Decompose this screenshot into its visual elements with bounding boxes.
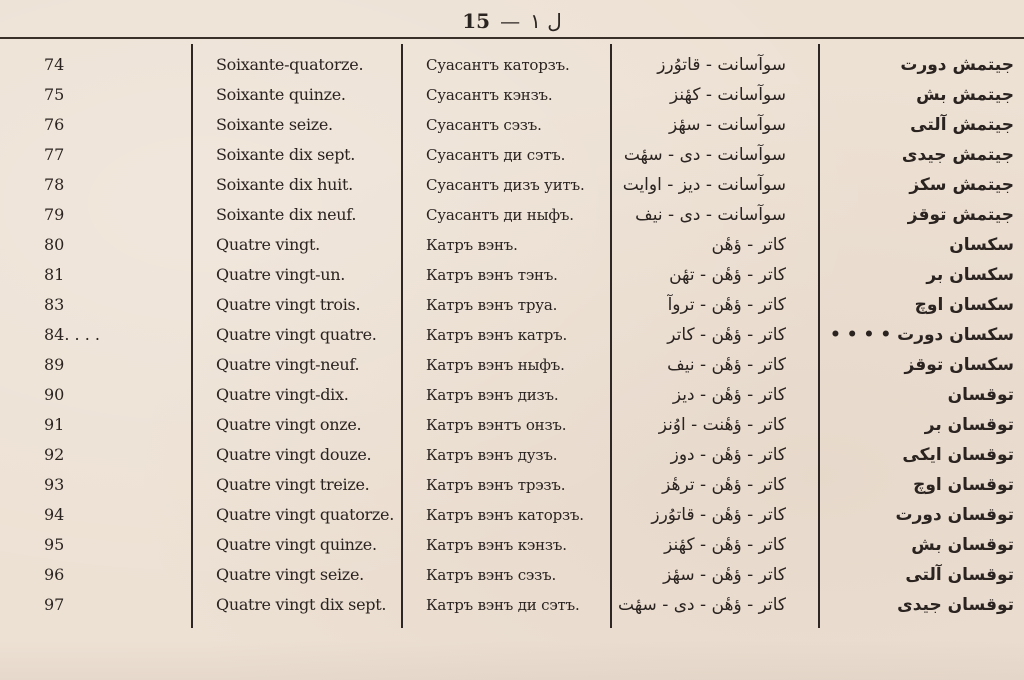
table-row	[0, 200, 1024, 230]
russian-transcription-cell: Катръ вэнъ дузъ.	[426, 446, 558, 464]
number-cell: 91	[44, 415, 65, 434]
ottoman-transcription-cell: كاتر - ؤهٔنت - اوُنز	[658, 415, 786, 435]
turkish-cell: سکسان اوچ	[914, 295, 1014, 315]
french-cell: Soixante dix neuf.	[216, 205, 357, 224]
ottoman-transcription-cell: سوآسانت - كهٔنز	[670, 85, 786, 105]
table-row	[0, 260, 1024, 290]
turkish-cell: جیتمش دورت	[900, 55, 1014, 75]
header-dash: —	[500, 9, 521, 33]
table-row	[0, 530, 1024, 560]
french-cell: Soixante quinze.	[216, 85, 346, 104]
french-cell: Quatre vingt onze.	[216, 415, 362, 434]
table-row	[0, 560, 1024, 590]
ottoman-transcription-cell: كاتر - ؤهٔن - تروآ	[667, 295, 786, 315]
table-row	[0, 80, 1024, 110]
table-row	[0, 410, 1024, 440]
french-cell: Quatre vingt seize.	[216, 565, 364, 584]
table-row	[0, 140, 1024, 170]
header-rule	[0, 37, 1024, 39]
number-cell: 96	[44, 565, 65, 584]
number-cell: 95	[44, 535, 65, 554]
page-header	[0, 6, 1024, 36]
russian-transcription-cell: Катръ вэнъ кэнзъ.	[426, 536, 567, 554]
turkish-cell: توقسان	[947, 385, 1014, 405]
russian-transcription-cell: Катръ вэнъ катръ.	[426, 326, 568, 344]
ottoman-transcription-cell: كاتر - ؤهٔن - دیز	[672, 385, 786, 405]
french-cell: Soixante-quatorze.	[216, 55, 364, 74]
turkish-cell: توقسان ایکی	[902, 445, 1014, 465]
french-cell: Quatre vingt quatre.	[216, 325, 377, 344]
number-cell: 79	[44, 205, 65, 224]
number-cell: 75	[44, 85, 65, 104]
french-cell: Quatre vingt-un.	[216, 265, 346, 284]
russian-transcription-cell: Катръ вэнъ трэзъ.	[426, 476, 566, 494]
number-cell: 93	[44, 475, 65, 494]
number-cell: 84. . . .	[44, 325, 100, 344]
turkish-cell: جیتمش سکز	[909, 175, 1014, 195]
ottoman-transcription-cell: كاتر - ؤهٔن - دوز	[670, 445, 786, 465]
turkish-cell: توقسان اوچ	[913, 475, 1014, 495]
russian-transcription-cell: Суасантъ каторзъ.	[426, 56, 570, 74]
table-row	[0, 380, 1024, 410]
table-row	[0, 320, 1024, 350]
russian-transcription-cell: Катръ вэнъ каторзъ.	[426, 506, 584, 524]
turkish-cell: توقسان بش	[911, 535, 1014, 555]
russian-transcription-cell: Катръ вэнтъ онзъ.	[426, 416, 567, 434]
russian-transcription-cell: Суасантъ сэзъ.	[426, 116, 542, 134]
table-row	[0, 170, 1024, 200]
ottoman-transcription-cell: كاتر - ؤهٔن	[711, 235, 786, 255]
french-cell: Soixante dix huit.	[216, 175, 353, 194]
ottoman-transcription-cell: سوآسانت - دیز - اوایت	[622, 175, 786, 195]
ottoman-transcription-cell: كاتر - ؤهٔن - كهٔنز	[664, 535, 786, 555]
turkish-cell: توقسان دورت	[895, 505, 1014, 525]
french-cell: Quatre vingt douze.	[216, 445, 372, 464]
ottoman-transcription-cell: كاتر - ؤهٔن - نیف	[667, 355, 786, 375]
table-row	[0, 440, 1024, 470]
number-cell: 94	[44, 505, 65, 524]
table-row	[0, 470, 1024, 500]
russian-transcription-cell: Суасантъ ди ныфъ.	[426, 206, 574, 224]
table-row	[0, 230, 1024, 260]
russian-transcription-cell: Катръ вэнъ сэзъ.	[426, 566, 557, 584]
number-cell: 76	[44, 115, 65, 134]
ottoman-transcription-cell: كاتر - ؤهٔن - قاتوُرز	[651, 505, 786, 525]
russian-transcription-cell: Катръ вэнъ ныфъ.	[426, 356, 565, 374]
russian-transcription-cell: Катръ вэнъ тэнъ.	[426, 266, 558, 284]
page-shade	[0, 640, 1024, 680]
russian-transcription-cell: Катръ вэнъ труа.	[426, 296, 558, 314]
turkish-cell: توقسان بر	[924, 415, 1014, 435]
turkish-cell: جیتمش توقز	[907, 205, 1014, 225]
table-row	[0, 290, 1024, 320]
french-cell: Quatre vingt dix sept.	[216, 595, 387, 614]
turkish-cell: جیتمش آلتی	[910, 115, 1014, 135]
turkish-cell: سکسان توقز	[904, 355, 1014, 375]
turkish-cell: توقسان آلتی	[905, 565, 1014, 585]
french-cell: Quatre vingt-neuf.	[216, 355, 360, 374]
french-cell: Quatre vingt treize.	[216, 475, 370, 494]
table-row	[0, 590, 1024, 620]
number-cell: 97	[44, 595, 65, 614]
vocabulary-table	[0, 50, 1024, 620]
turkish-cell: توقسان جیدی	[897, 595, 1014, 615]
number-cell: 77	[44, 145, 65, 164]
ottoman-transcription-cell: سوآسانت - قاتوُرز	[657, 55, 786, 75]
ottoman-transcription-cell: كاتر - ؤهٔن - دی - سهٔت	[618, 595, 786, 615]
french-cell: Quatre vingt quatorze.	[216, 505, 394, 524]
russian-transcription-cell: Суасантъ дизъ уитъ.	[426, 176, 585, 194]
french-cell: Quatre vingt.	[216, 235, 320, 254]
table-row	[0, 110, 1024, 140]
number-cell: 89	[44, 355, 65, 374]
russian-transcription-cell: Суасантъ кэнзъ.	[426, 86, 553, 104]
number-cell: 90	[44, 385, 65, 404]
table-row	[0, 50, 1024, 80]
turkish-cell: جیتمش بش	[916, 85, 1014, 105]
table-row	[0, 500, 1024, 530]
turkish-cell: سکسان بر	[926, 265, 1014, 285]
number-cell: 74	[44, 55, 65, 74]
ottoman-transcription-cell: سوآسانت - سهٔز	[669, 115, 786, 135]
ottoman-transcription-cell: كاتر - ؤهٔن - ترهٔز	[662, 475, 786, 495]
russian-transcription-cell: Катръ вэнъ.	[426, 236, 518, 254]
turkish-cell: سکسان دورت • • • •	[829, 325, 1014, 345]
russian-transcription-cell: Катръ вэнъ дизъ.	[426, 386, 559, 404]
number-cell: 81	[44, 265, 65, 284]
ottoman-transcription-cell: كاتر - ؤهٔن - تهٔن	[669, 265, 786, 285]
russian-transcription-cell: Катръ вэнъ ди сэтъ.	[426, 596, 580, 614]
french-cell: Soixante dix sept.	[216, 145, 356, 164]
page-letter: ل ١	[530, 9, 562, 33]
french-cell: Quatre vingt quinze.	[216, 535, 377, 554]
french-cell: Quatre vingt-dix.	[216, 385, 349, 404]
turkish-cell: سکسان	[949, 235, 1014, 255]
table-row	[0, 350, 1024, 380]
page-number: 15	[462, 9, 491, 33]
number-cell: 92	[44, 445, 65, 464]
ottoman-transcription-cell: سوآسانت - دی - سهٔت	[623, 145, 786, 165]
french-cell: Soixante seize.	[216, 115, 333, 134]
number-cell: 83	[44, 295, 65, 314]
french-cell: Quatre vingt trois.	[216, 295, 361, 314]
ottoman-transcription-cell: سوآسانت - دی - نیف	[635, 205, 786, 225]
number-cell: 78	[44, 175, 65, 194]
turkish-cell: جیتمش جیدی	[901, 145, 1014, 165]
russian-transcription-cell: Суасантъ ди сэтъ.	[426, 146, 566, 164]
ottoman-transcription-cell: كاتر - ؤهٔن - كاتر	[667, 325, 786, 345]
ottoman-transcription-cell: كاتر - ؤهٔن - سهٔز	[663, 565, 786, 585]
number-cell: 80	[44, 235, 65, 254]
